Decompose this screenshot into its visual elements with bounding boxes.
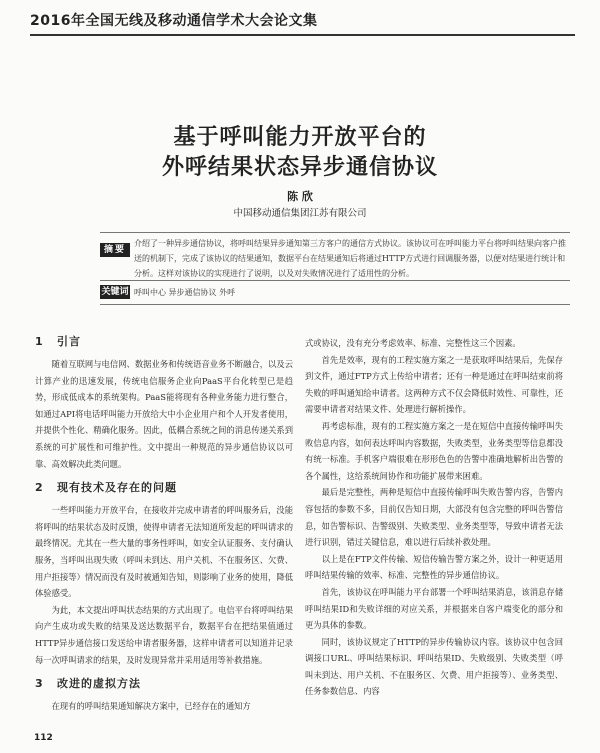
body-paragraph: 式或协议，没有充分考虑效率、标准、完整性这三个因素。 [305, 338, 521, 348]
body-paragraph: 首先是效率，现有的工程实施方案之一是获取呼叫结果后，先保存到文件，通过FTP方式上传给申请者；还有一种是通过在呼叫结束前将失败的呼叫通知给申请者。这两种方式不仅会降低时效性、可靠性，还需要申请者对结果文件、处理进行解析操作。 [305, 354, 563, 415]
abstract-mid-rule [100, 280, 570, 281]
proceedings-header: 2016年全国无线及移动通信学术大会论文集 [30, 13, 318, 29]
keywords-text: 呼叫中心 异步通信协议 外呼 [134, 288, 236, 297]
section-title: 改进的虚拟方法 [57, 677, 141, 691]
abstract-bottom-rule [100, 304, 570, 305]
author: 陈 欣 [287, 190, 313, 203]
section-number: 1 [35, 335, 44, 348]
affiliation: 中国移动通信集团江苏有限公司 [233, 208, 367, 219]
body-paragraph: 最后是完整性，两种是短信中直接传输呼叫失败告警内容，告警内容包括的参数不多，目前仅告知日期，大部没有包含完整的呼叫告警信息，如告警标识、告警级别、失败类型、业务类型等，导致申请者无法进行识别，错过关键信息，难以进行后续补救处理。 [305, 487, 563, 548]
section-title: 引言 [57, 335, 81, 348]
body-paragraph: 以上是在FTP文件传输、短信传输告警方案之外，设计一种更适用呼叫结果传输的效率、标准、完整性的异步通信协议。 [305, 553, 563, 581]
body-paragraph: 一些呼叫能力开放平台，在接收并完成申请者的呼叫服务后，没能将呼叫的结果状态及时反馈，使得申请者无法知道所发起的呼叫请求的最终情况。尤其在一些大量的事务性呼叫，如安全认证服务、支付确认服务，当呼叫出现失败（呼叫未到达、用户关机、不在服务区、欠费、用户拒接等）情况而没有及时被通知告知，则影响了业务的使用，降低体验感受。 [35, 505, 293, 599]
abstract-label: 摘要 [100, 243, 130, 257]
body-paragraph: 在现有的呼叫结果通知解决方案中，已经存在的通知方 [51, 701, 251, 712]
abstract-top-rule [100, 232, 570, 233]
body-paragraph: 为此，本文提出呼叫状态结果的方式出现了。电信平台将呼叫结果向产生成功或失败的结果及送达数据平台，数据平台在把结果值通过HTTP异步通信接口发送给申请者服务器，这样申请者可以知道并记录每一次呼叫请求的结果，及时发现异常并采用适用等补救措施。 [35, 604, 293, 665]
section-number: 2 [35, 481, 44, 495]
body-paragraph: 随着互联网与电信网、数据业务和传统语音业务不断融合，以及云计算产业的迅速发展，传统电信服务企业向PaaS平台化转型已是趋势，形成低成本的系统架构。PaaS能将现有各种业务能力进行整合，如通过API将电话呼叫能力开放给大中小企业用户和个人开发者使用，并提供个性化、精确化服务。因此，低耦合系统之间的消息传递关系到系统的可扩展性和可维护性。文中提出一种规范的异步通信协议以可靠、高效解决此类问题。 [35, 359, 293, 469]
section-heading [35, 677, 293, 691]
section-title: 现有技术及存在的问题 [57, 481, 177, 495]
body-paragraph: 再考虑标准，现有的工程实施方案之一是在短信中直接传输呼叫失败信息内容，如何表达呼叫内容数据，失败类型，业务类型等信息都没有统一标准。手机客户端很难在形形色色的告警中准确地解析出告警的各个属性，这给系统间协作和功能扩展带来困难。 [305, 420, 563, 481]
section-number: 3 [35, 677, 44, 691]
body-paragraph: 首先，该协议在呼叫能力平台部署一个呼叫结果消息，该消息存储呼叫结果ID和失败详细的对应关系，并根据来自客户端变化的部分和更为具体的参数。 [305, 586, 563, 631]
header-rule [30, 34, 575, 36]
paper-title-line-2: 外呼结果状态异步通信协议 [161, 155, 438, 180]
keywords-label: 关键词 [101, 287, 129, 297]
section-heading [35, 335, 293, 349]
paper-title-line-1: 基于呼叫能力开放平台的 [173, 125, 427, 150]
left-column [35, 335, 293, 715]
body-paragraph: 同时，该协议规定了HTTP的异步传输协议内容。该协议中包含回调接口URL、呼叫结果标识、呼叫结果ID、失败级别、失败类型（呼叫未到达、用户关机、不在服务区、欠费、用户拒接等）、业务类型、任务参数信息、内容 [305, 636, 563, 697]
abstract-text: 介绍了一种异步通信协议，将呼叫结果异步通知第三方客户的通信方式协议。该协议可在呼叫能力平台将呼叫结果向客户推送的机制下，完成了该协议的结果通知，数据平台在结果通知后将通过HTTP方式进行回调服务器，以便对结果进行统计和分析。这样对该协议的实现进行了说明，以及对失败情况进行了适用性的分析。 [134, 239, 566, 278]
section-heading [35, 481, 293, 495]
page-number: 112 [34, 733, 53, 743]
right-column [305, 335, 563, 700]
